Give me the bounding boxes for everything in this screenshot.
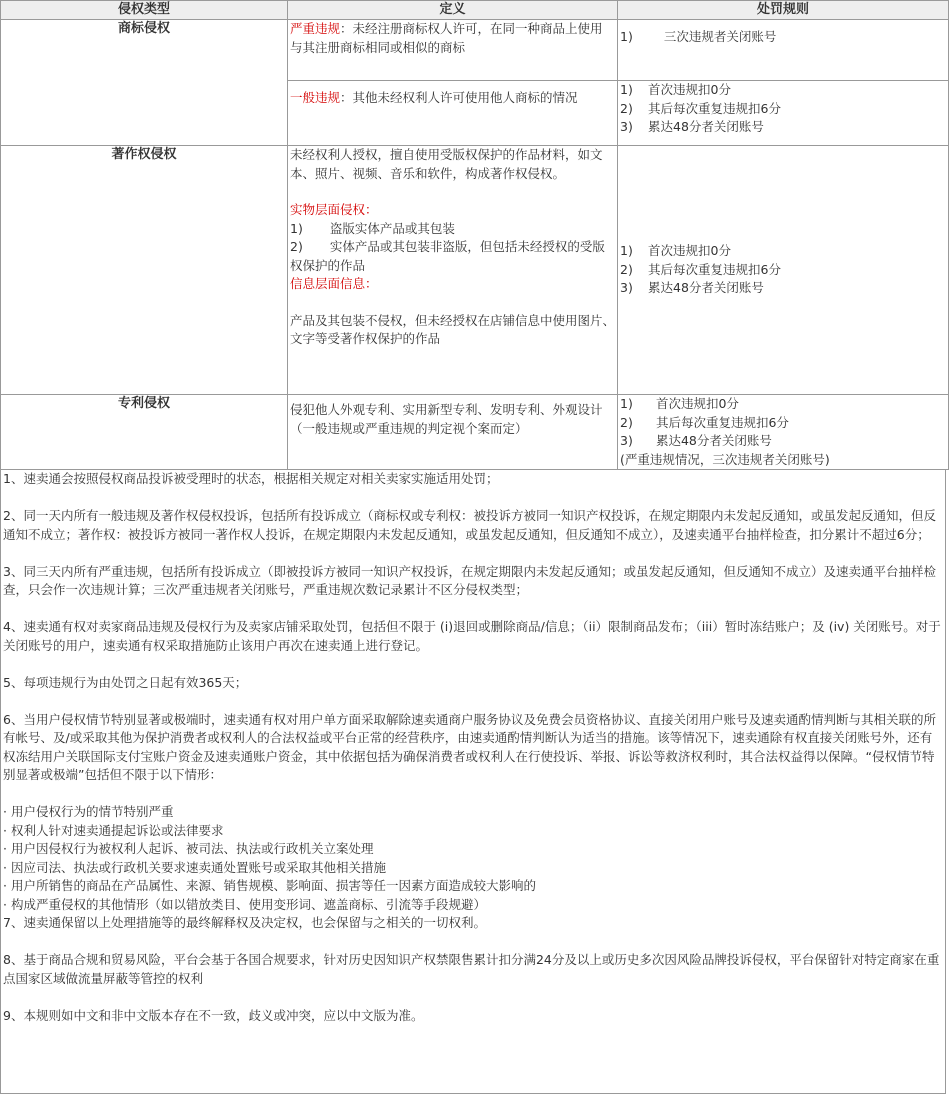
rules-notes: [0, 470, 946, 1094]
penalty-note: (严重违规情况，三次违规者关闭账号): [620, 451, 830, 467]
penalty-line: 1) 三次违规者关闭账号: [620, 29, 777, 44]
list-item: · 因应司法、执法或行政机关要求速卖通处置账号或采取其他相关措施: [3, 859, 386, 875]
patent-type: 专利侵权: [1, 395, 288, 470]
note-8: 8、基于商品合规和贸易风险，平台会基于各国合规要求，针对历史因知识产权禁限售累计扣分满24分及以上或历史多次因风险品牌投诉侵权，平台保留针对特定商家在重点国家区域做流量屏蔽等管控的权利: [3, 952, 940, 986]
header-penalty: 处罚规则: [618, 1, 949, 20]
note-7: 7、速卖通保留以上处理措施等的最终解释权及决定权，也会保留与之相关的一切权利。: [3, 915, 486, 930]
general-violation-label: 一般违规: [290, 90, 341, 105]
serious-violation-label: 严重违规: [290, 21, 341, 36]
trademark-general-definition: [288, 81, 618, 146]
penalty-line: 1) 首次违规扣0分: [620, 243, 731, 259]
copyright-definition: [288, 146, 618, 395]
note-9: 9、本规则如中文和非中文版本存在不一致，歧义或冲突，应以中文版为准。: [3, 1007, 424, 1023]
trademark-type: 商标侵权: [1, 20, 288, 146]
penalty-line: 1) 首次违规扣0分: [620, 82, 731, 97]
penalty-line: 1) 首次违规扣0分: [620, 396, 739, 411]
physical-item: 2) 实体产品或其包装非盗版，但包括未经授权的受版权保护的作品: [290, 239, 605, 273]
physical-infringement-label: 实物层面侵权：: [290, 202, 378, 217]
note-1: 1、速卖通会按照侵权商品投诉被受理时的状态，根据相关规定对相关卖家实施适用处罚；: [3, 471, 499, 486]
penalty-line: 2) 其后每次重复违规扣6分: [620, 261, 781, 277]
list-item: · 构成严重侵权的其他情形（如以错放类目、使用变形词、遮盖商标、引流等手段规避）: [3, 896, 486, 912]
info-infringement-label: 信息层面信息：: [290, 276, 378, 291]
physical-item: 1) 盗版实体产品或其包装: [290, 220, 455, 236]
header-definition: 定义: [288, 1, 618, 20]
trademark-general-penalty: [618, 81, 949, 146]
extreme-cases-list: [3, 803, 943, 914]
infringement-table: [0, 0, 949, 470]
note-3: 3、同三天内所有严重违规，包括所有投诉成立（即被投诉方被同一知识产权投诉，在规定期限内未发起反通知；或虽发起反通知，但反通知不成立）及速卖通平台抽样检查，只会作一次违规计算；三次严重违规者关闭账号，严重违规次数记录累计不区分侵权类型；: [3, 563, 936, 597]
penalty-line: 2) 其后每次重复违规扣6分: [620, 414, 789, 430]
list-item: · 用户因侵权行为被权利人起诉、被司法、执法或行政机关立案处理: [3, 841, 374, 856]
patent-penalty: [618, 395, 949, 470]
info-infringement-text: 产品及其包装不侵权，但未经授权在店铺信息中使用图片、文字等受著作权保护的作品: [290, 312, 616, 346]
penalty-line: 3) 累达48分者关闭账号: [620, 433, 772, 448]
penalty-line: 2) 其后每次重复违规扣6分: [620, 100, 781, 116]
copyright-intro: 未经权利人授权，擅自使用受版权保护的作品材料，如文本、照片、视频、音乐和软件，构成著作权侵权。: [290, 147, 603, 181]
penalty-line: 3) 累达48分者关闭账号: [620, 119, 764, 134]
note-5: 5、每项违规行为由处罚之日起有效365天；: [3, 674, 248, 690]
header-type: 侵权类型: [1, 1, 288, 20]
copyright-type: 著作权侵权: [1, 146, 288, 395]
list-item: · 用户所销售的商品在产品属性、来源、销售规模、影响面、损害等任一因素方面造成较大影响的: [3, 878, 536, 893]
patent-definition: 侵犯他人外观专利、实用新型专利、发明专利、外观设计（一般违规或严重违规的判定视个案而定）: [288, 395, 618, 470]
trademark-serious-definition: [288, 20, 618, 81]
serious-violation-text: ：未经注册商标权人许可，在同一种商品上使用与其注册商标相同或相似的商标: [290, 21, 603, 55]
note-4: 4、速卖通有权对卖家商品违规及侵权行为及卖家店铺采取处罚，包括但不限于 (i)退回或删除商品/信息；（ii）限制商品发布；（iii）暂时冻结账户；及 (iv) 关闭账号。对于关闭账号的用户，速卖通有权采取措施防止该用户再次在速卖通上进行登记。: [3, 619, 941, 653]
copyright-penalty: [618, 146, 949, 395]
trademark-serious-penalty: [618, 20, 949, 81]
note-6: 6、当用户侵权情节特别显著或极端时，速卖通有权对用户单方面采取解除速卖通商户服务协议及免费会员资格协议、直接关闭用户账号及速卖通酌情判断与其相关联的所有帐号、及/或采取其他为保护消费者或权利人的合法权益或平台正常的经营秩序，由速卖通酌情判断认为适当的措施。该等情况下，速卖通除有权直接关闭账号外，还有权冻结用户关联国际支付宝账户资金及速卖通账户资金，其中依据包括为确保消费者或权利人在行使投诉、举报、诉讼等救济权利时，其合法权益得以保障。“侵权情节特别显著或极端”包括但不限于以下情形：: [3, 711, 936, 782]
table-header-row: [1, 1, 949, 20]
table-row-copyright: [1, 146, 949, 395]
list-item: · 权利人针对速卖通提起诉讼或法律要求: [3, 822, 224, 838]
general-violation-text: ：其他未经权利人许可使用他人商标的情况: [340, 90, 578, 105]
penalty-line: 3) 累达48分者关闭账号: [620, 280, 764, 296]
table-row-patent: [1, 395, 949, 470]
table-row-trademark-serious: [1, 20, 949, 81]
note-2: 2、同一天内所有一般违规及著作权侵权投诉，包括所有投诉成立（商标权或专利权：被投诉方被同一知识产权投诉，在规定期限内未发起反通知，或虽发起反通知，但反通知不成立；著作权：被投诉方被同一著作权人投诉，在规定期限内未发起反通知，或虽发起反通知，但反通知不成立），及速卖通平台抽样检查，扣分累计不超过6分；: [3, 508, 936, 542]
list-item: · 用户侵权行为的情节特别严重: [3, 804, 174, 819]
